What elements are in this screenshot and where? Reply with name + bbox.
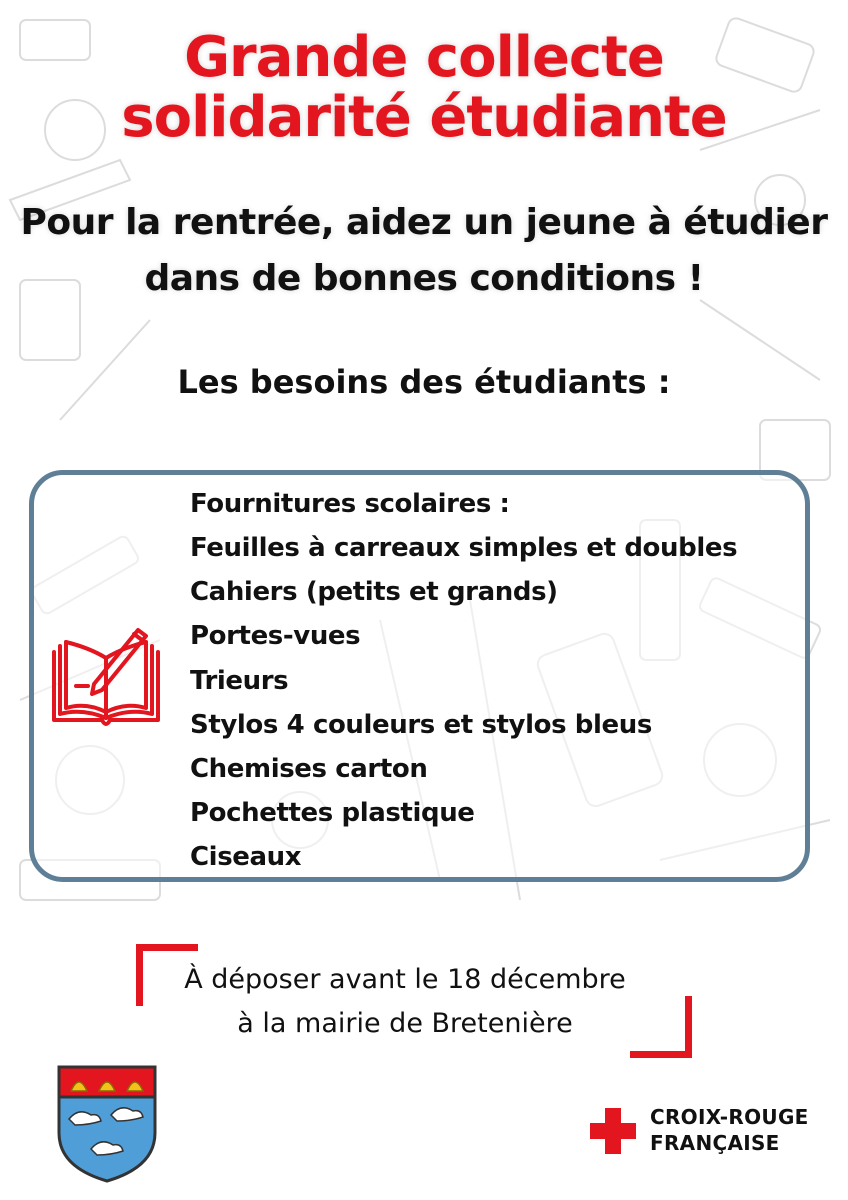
deposit-info (140, 958, 670, 1046)
list-item: Ciseaux (190, 842, 302, 873)
red-cross-icon (590, 1108, 636, 1154)
book-pencil-icon (50, 624, 162, 734)
list-item: Trieurs (190, 665, 289, 696)
list-item: Pochettes plastique (190, 798, 475, 829)
list-item: Chemises carton (190, 754, 428, 785)
list-item: Feuilles à carreaux simples et doubles (190, 533, 738, 563)
title-line-2: solidarité étudiante (121, 85, 727, 150)
coat-of-arms-logo (55, 1063, 159, 1183)
subtitle-line-1: Pour la rentrée, aidez un jeune à étudier (20, 202, 828, 243)
org-line-2: FRANÇAISE (650, 1131, 780, 1155)
deposit-line-1: À déposer avant le 18 décembre (184, 964, 626, 995)
supplies-list (190, 482, 737, 880)
list-item: Portes-vues (190, 621, 361, 652)
deposit-line-2: à la mairie de Bretenière (237, 1008, 573, 1039)
list-item: Cahiers (petits et grands) (190, 577, 558, 608)
supplies-heading: Fournitures scolaires : (190, 489, 510, 519)
poster-subtitle (0, 195, 848, 307)
croix-rouge-logo-text (650, 1104, 809, 1156)
subtitle-line-2: dans de bonnes conditions ! (144, 258, 704, 299)
list-item: Stylos 4 couleurs et stylos bleus (190, 709, 652, 740)
title-line-1: Grande collecte (184, 25, 664, 90)
poster-title (0, 25, 848, 150)
org-line-1: CROIX-ROUGE (650, 1105, 809, 1129)
needs-heading: Les besoins des étudiants : (177, 363, 671, 401)
